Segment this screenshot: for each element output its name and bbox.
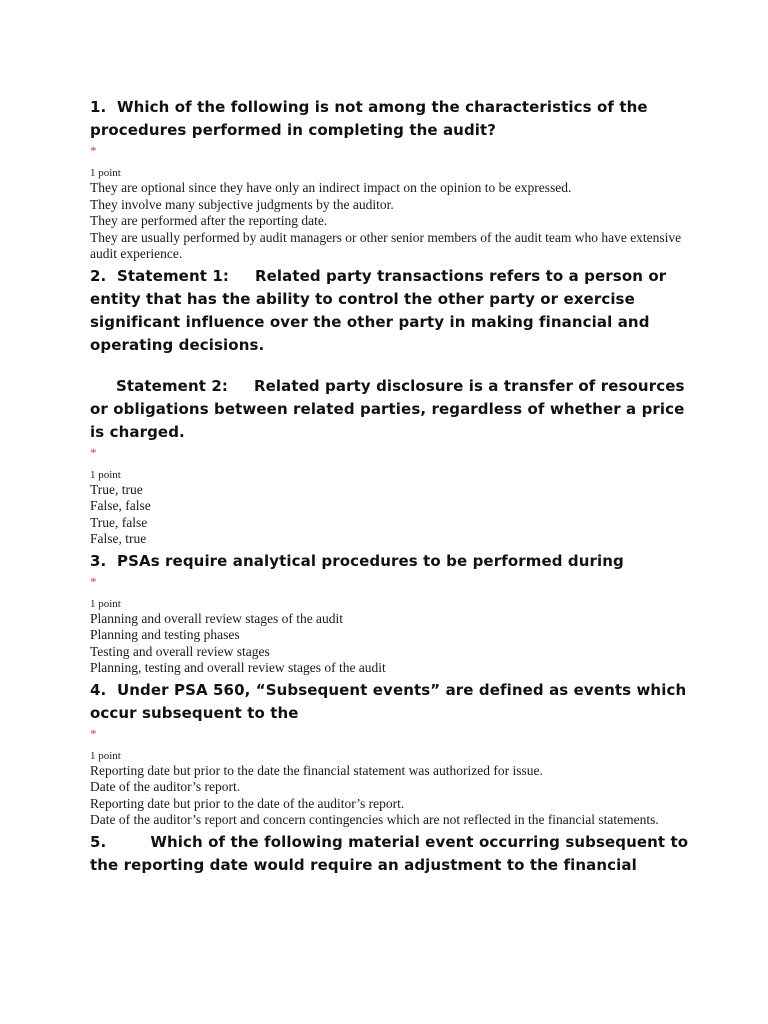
answer-option[interactable]: They are usually performed by audit managers or other senior members of the audit team who have extensive audit experience.: [90, 229, 682, 261]
question-prompt: PSAs require analytical procedures to be performed during: [117, 551, 624, 570]
question-3-text: [90, 550, 690, 573]
answer-option[interactable]: True, true: [90, 481, 143, 497]
question-3: [90, 550, 690, 677]
question-1: [90, 96, 690, 263]
answer-options: [90, 180, 690, 263]
required-asterisk: *: [90, 725, 97, 741]
points-label: 1 point: [90, 167, 121, 179]
answer-option[interactable]: They involve many subjective judgments by the auditor.: [90, 196, 394, 212]
statement-1-label: Statement 1:: [117, 266, 229, 285]
question-2-text: [90, 265, 690, 444]
points-label: 1 point: [90, 749, 121, 762]
answer-option[interactable]: Reporting date but prior to the date of the auditor’s report.: [90, 795, 405, 811]
question-number: 5.: [90, 832, 107, 851]
question-2: [90, 265, 690, 548]
question-5: [90, 831, 690, 877]
answer-option[interactable]: Date of the auditor’s report.: [90, 779, 241, 794]
answer-options: [90, 482, 690, 548]
statement-2-text: Related party disclosure is a transfer of resources or obligations between related parties, regardless of whether a price is charged.: [90, 376, 685, 441]
question-number: 4.: [90, 680, 107, 699]
question-prompt: Which of the following is not among the characteristics of the procedures performed in completing the audit?: [90, 98, 648, 139]
answer-option[interactable]: False, false: [90, 498, 151, 513]
answer-option[interactable]: True, false: [90, 514, 148, 530]
answer-option[interactable]: Planning and overall review stages of the audit: [90, 610, 344, 626]
answer-option[interactable]: They are optional since they have only an indirect impact on the opinion to be expressed.: [90, 180, 572, 195]
answer-option[interactable]: Planning, testing and overall review stages of the audit: [90, 660, 386, 675]
statement-2-label: Statement 2:: [116, 376, 228, 395]
points-label: 1 point: [90, 468, 121, 481]
answer-options: [90, 611, 690, 677]
question-4-text: [90, 679, 690, 725]
answer-option[interactable]: False, true: [90, 531, 147, 546]
required-asterisk: *: [90, 573, 97, 589]
question-number: 1.: [90, 98, 107, 116]
answer-option[interactable]: Planning and testing phases: [90, 627, 240, 642]
question-number: 3.: [90, 551, 107, 570]
answer-option[interactable]: Date of the auditor’s report and concern contingencies which are not reflected in the financial statements.: [90, 812, 659, 827]
question-number: 2.: [90, 266, 107, 285]
required-asterisk: *: [90, 444, 97, 460]
question-prompt: Under PSA 560, “Subsequent events” are defined as events which occur subsequent to the: [90, 680, 687, 722]
answer-options: [90, 763, 690, 829]
points-label: 1 point: [90, 597, 121, 610]
question-4: [90, 679, 690, 829]
question-1-text: [90, 96, 690, 142]
required-asterisk: *: [90, 143, 97, 158]
quiz-document: [90, 96, 690, 877]
answer-option[interactable]: Reporting date but prior to the date the financial statement was authorized for issue.: [90, 762, 543, 778]
answer-option[interactable]: They are performed after the reporting date.: [90, 213, 328, 228]
question-prompt: Which of the following material event occurring subsequent to the reporting date would require an adjustment to the financial: [90, 832, 689, 874]
question-5-text: [90, 831, 690, 877]
answer-option[interactable]: Testing and overall review stages: [90, 643, 270, 659]
statement-1-text: Related party transactions refers to a person or entity that has the ability to control the other party or exercise significant influence over the other party in making financial and operating decisions.: [90, 266, 667, 354]
